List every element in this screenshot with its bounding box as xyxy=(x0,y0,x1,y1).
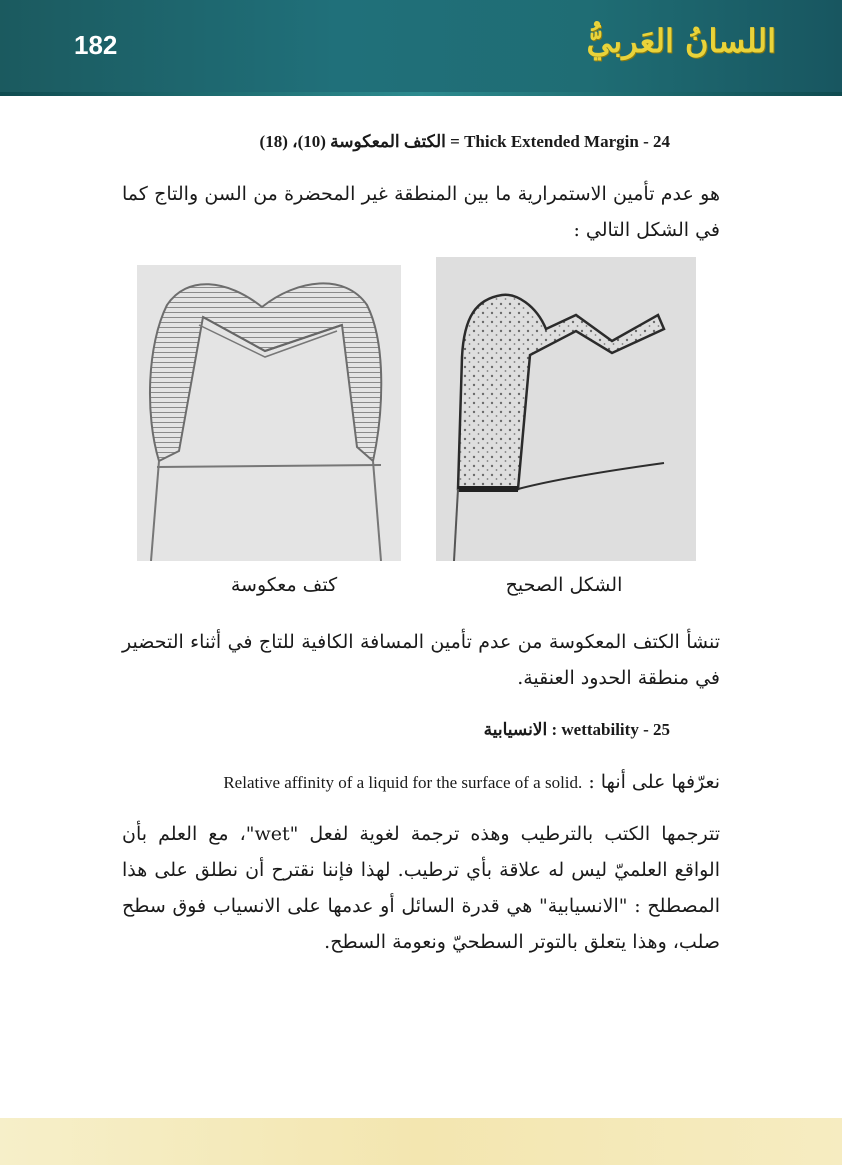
figure-correct-shape xyxy=(436,257,696,561)
definition-arabic: نعرّفها على أنها : xyxy=(588,771,720,793)
journal-logo: اللسانُ العَربيُّ xyxy=(586,22,776,60)
figure-caption-reversed: كتف معكوسة xyxy=(230,574,338,596)
section-24-heading: 24 - Thick Extended Margin = الكتف المعكوسة (10)، (18) xyxy=(259,132,670,151)
figure-reversed-shoulder xyxy=(137,265,401,561)
page-number: 182 xyxy=(74,30,118,60)
page-footer xyxy=(0,1118,842,1165)
correct-shape-drawing xyxy=(436,257,696,561)
section-25-definition xyxy=(122,764,720,801)
reversed-shoulder-drawing xyxy=(137,265,401,561)
section-24-explanation: تنشأ الكتف المعكوسة من عدم تأمين المسافة الكافية للتاج في أثناء التحضير في منطقة الحدود العنقية. xyxy=(122,631,720,689)
section-25-heading: 25 - wettability : الانسيابية xyxy=(483,720,670,739)
page-header xyxy=(0,0,842,96)
definition-english: Relative affinity of a liquid for the surface of a solid. xyxy=(223,773,583,792)
section-25-discussion: تترجمها الكتب بالترطيب وهذه ترجمة لغوية لفعل "wet"، مع العلم بأن الواقع العلميّ ليس له علاقة بأي ترطيب. لهذا فإننا نقترح أن نطلق على هذا المصطلح : "الانسيابية" هي قدرة السائل أو عدمها على الانسياب فوق سطح صلب، وهذا يتعلق بالتوتر السطحيّ ونعومة السطح. xyxy=(122,823,720,953)
figure-caption-correct: الشكل الصحيح xyxy=(505,574,623,596)
section-24-definition: هو عدم تأمين الاستمرارية ما بين المنطقة غير المحضرة من السن والتاج كما في الشكل التالي : xyxy=(122,183,720,241)
